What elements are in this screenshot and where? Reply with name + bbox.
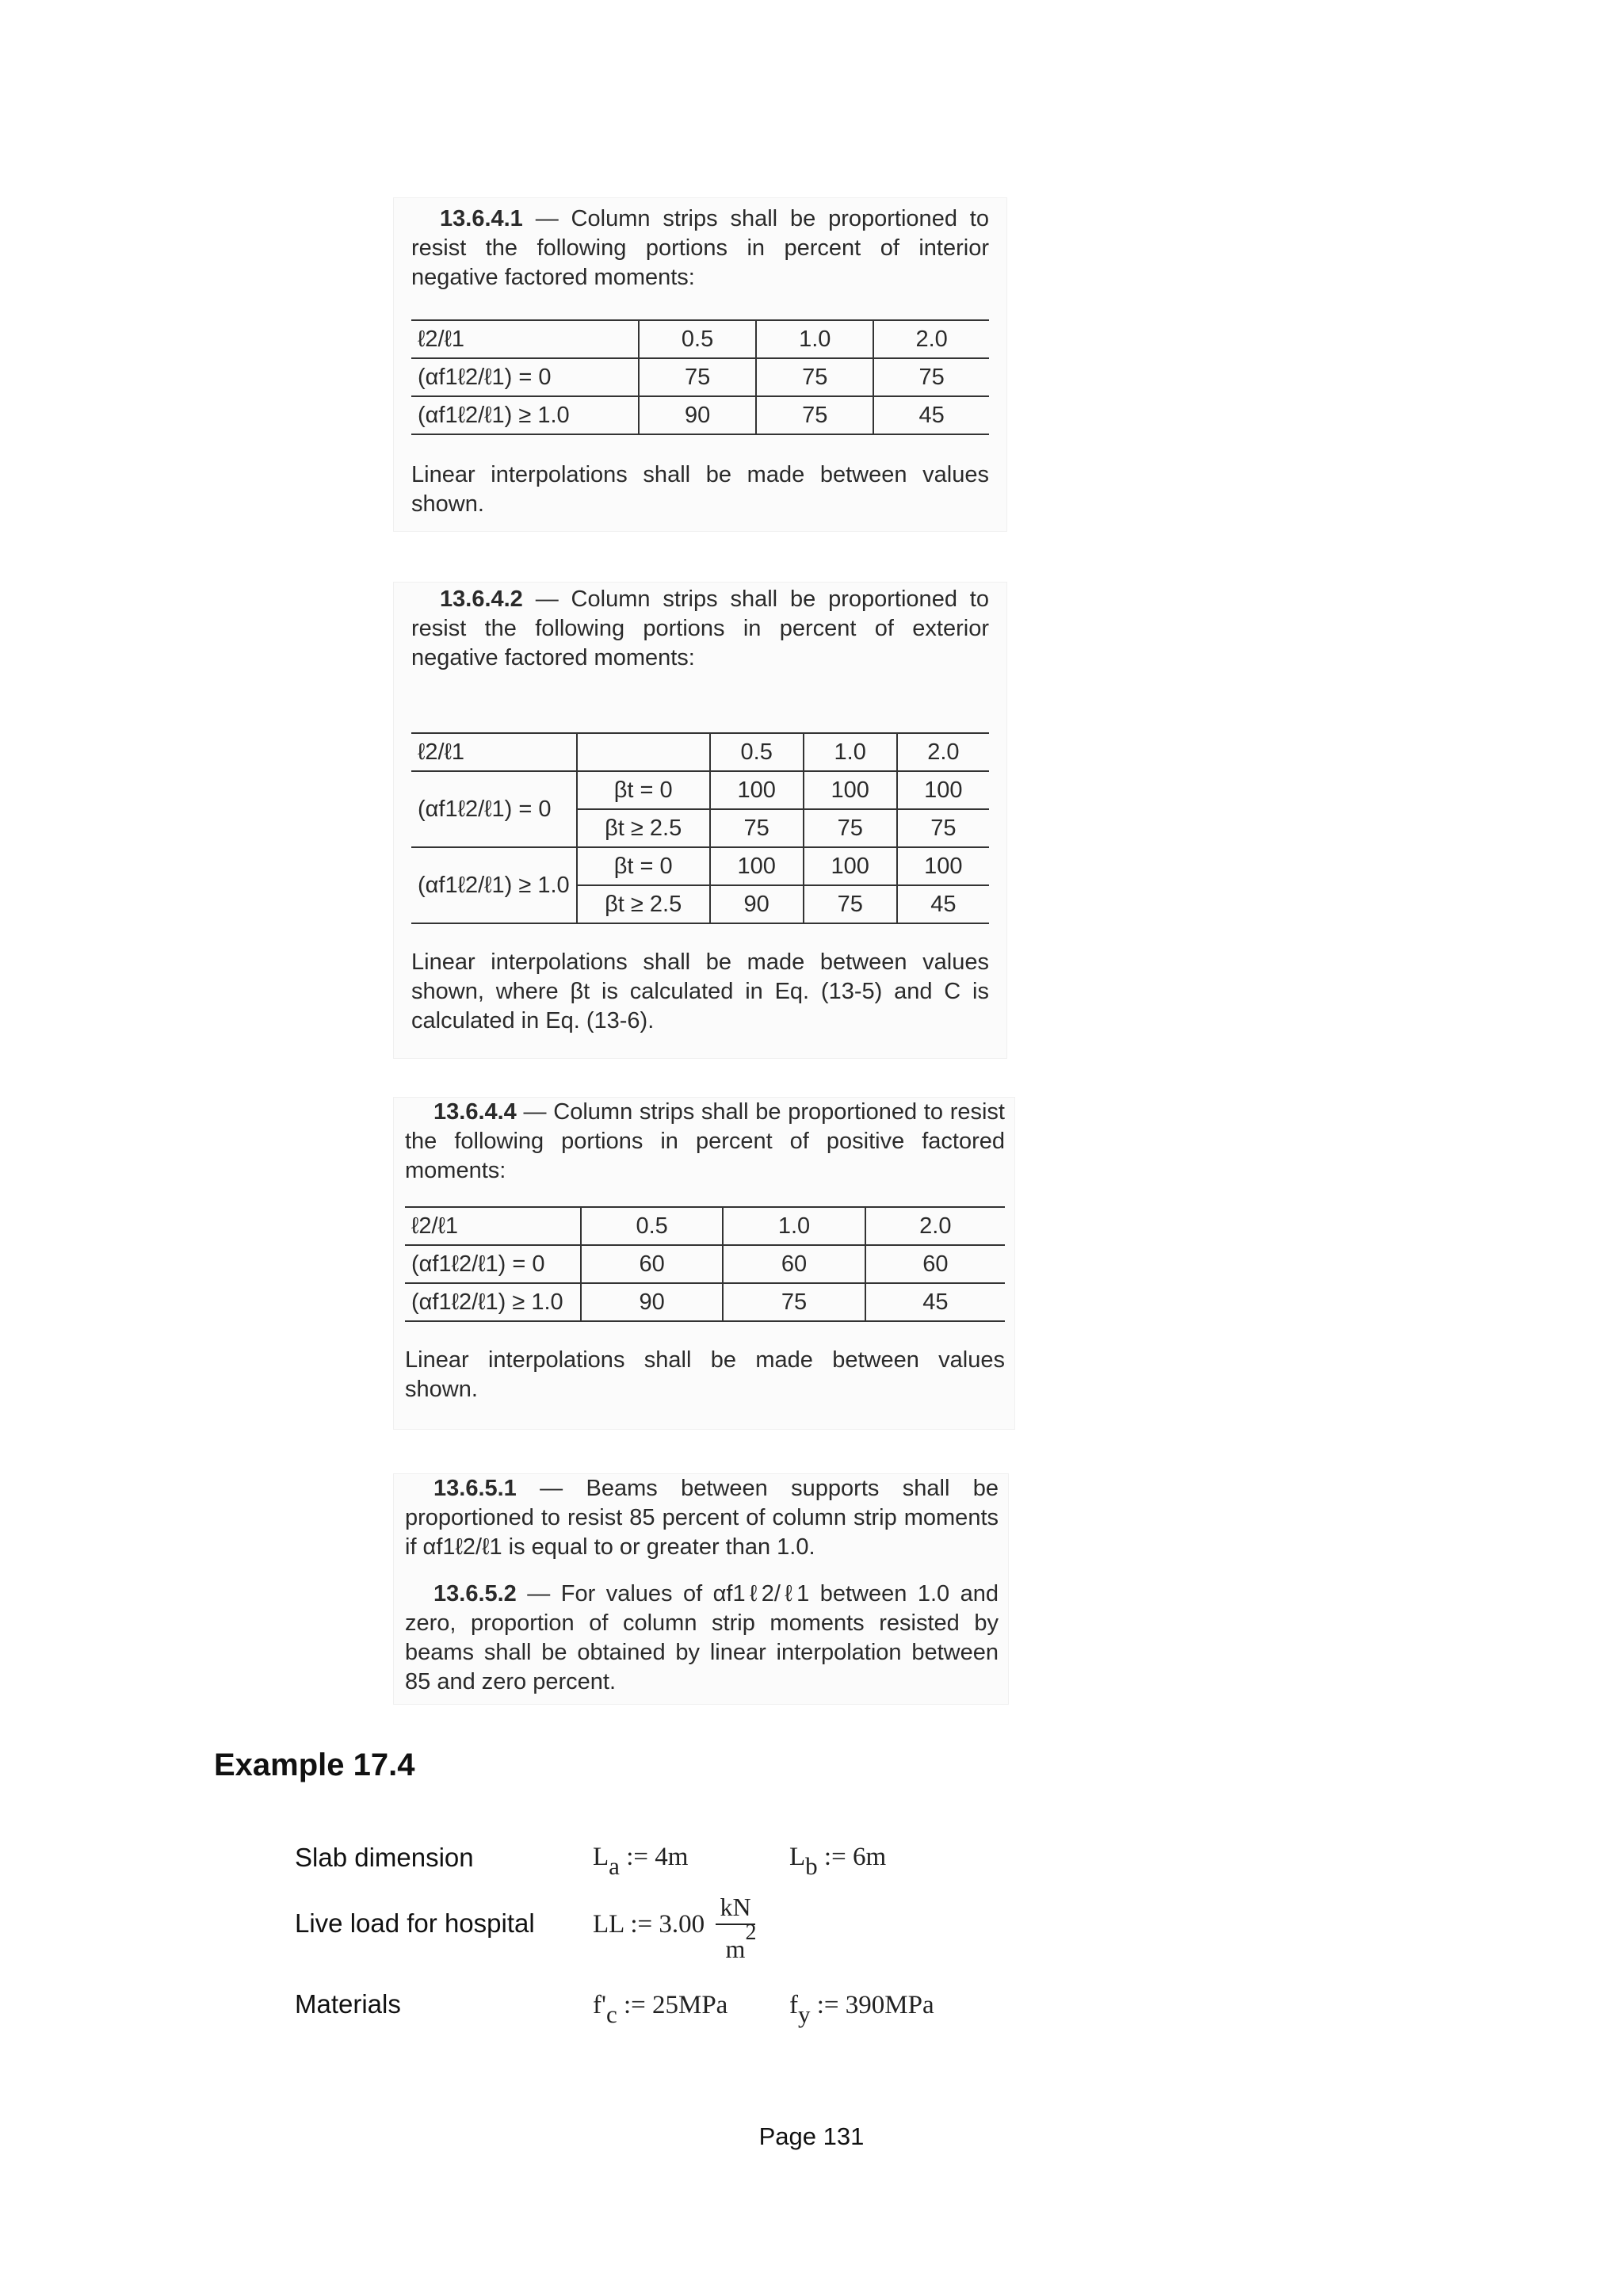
unit-denominator: m 2 [725,1920,757,1963]
row-label: (αf1ℓ2/ℓ1) ≥ 1.0 [405,1283,581,1321]
fc-definition: f'c := 25MPa [593,1991,728,2028]
table-cell: 75 [804,809,897,847]
La-definition: La := 4m [593,1843,689,1880]
table-cell: 100 [804,771,897,809]
header-cell: 1.0 [723,1207,865,1245]
header-cell [577,733,710,771]
table-cell: 90 [639,396,756,434]
beta-label: βt = 0 [577,847,710,885]
header-cell: 1.0 [804,733,897,771]
clause-text: 13.6.4.4 — Column strips shall be proportioned to resist the following portions in percent of positive factored moments: [405,1099,1005,1183]
table-cell: 75 [756,358,873,396]
table-cell: 60 [581,1245,723,1283]
beta-label: βt ≥ 2.5 [577,885,710,923]
table-row [405,1283,1005,1321]
beta-label: βt = 0 [577,771,710,809]
clause-text: 13.6.4.2 — Column strips shall be proportioned to resist the following portions in percent of exterior negative factored moments: [411,586,989,670]
table-row [411,847,989,885]
table-cell: 75 [897,809,989,847]
header-cell: 0.5 [639,320,756,358]
table-cell: 75 [804,885,897,923]
table-row [411,396,989,434]
clause-13-6-5-2: 13.6.5.2 — For values of αf1ℓ2/ℓ1 between 1.0 and zero, proportion of column strip moments resisted by beams shall be obtained by linear interpolation between 85 and zero percent. [405,1581,999,1694]
clause-13-6-5-1: 13.6.5.1 — Beams between supports shall be proportioned to resist 85 percent of column strip moments if αf1ℓ2/ℓ1 is equal to or greater than 1.0. [405,1476,999,1560]
table-cell: 75 [873,358,989,396]
fy-definition: fy := 390MPa [789,1991,934,2028]
table-cell: 60 [865,1245,1005,1283]
table-cell: 45 [865,1283,1005,1321]
header-ratio: ℓ2/ℓ1 [411,733,577,771]
Lb-definition: Lb := 6m [789,1843,887,1880]
table-cell: 60 [723,1245,865,1283]
LL-unit-fraction [716,1893,755,1964]
interpolation-note: Linear interpolations shall be made between values shown. [405,1347,1005,1402]
table-cell: 75 [710,809,804,847]
positive-moment-table [405,1206,1005,1322]
header-ratio: ℓ2/ℓ1 [411,320,639,358]
table-cell: 75 [639,358,756,396]
clause-text: 13.6.4.1 — Column strips shall be proportioned to resist the following portions in percent of interior negative factored moments: [411,206,989,290]
example-title: Example 17.4 [214,1748,415,1782]
table-cell: 100 [897,847,989,885]
header-cell: 0.5 [710,733,804,771]
materials-label: Materials [295,1989,401,2019]
code-excerpt-13-6-4-1 [394,198,1006,531]
interior-negative-moment-table [411,319,989,435]
row-group-label: (αf1ℓ2/ℓ1) = 0 [411,771,577,847]
interpolation-note: Linear interpolations shall be made between values shown, where βt is calculated in Eq. (13-5) and C is calculated in Eq. (13-6). [411,949,989,1033]
page-number: Page 131 [758,2122,865,2150]
beta-label: βt ≥ 2.5 [577,809,710,847]
table-cell: 100 [897,771,989,809]
table-cell: 100 [710,771,804,809]
table-cell: 100 [804,847,897,885]
row-label: (αf1ℓ2/ℓ1) = 0 [405,1245,581,1283]
header-cell: 2.0 [873,320,989,358]
table-row [411,771,989,809]
header-cell: 0.5 [581,1207,723,1245]
header-cell: 2.0 [897,733,989,771]
table-cell: 75 [723,1283,865,1321]
table-cell: 45 [873,396,989,434]
header-cell: 2.0 [865,1207,1005,1245]
table-cell: 100 [710,847,804,885]
code-excerpt-13-6-5 [394,1474,1008,1704]
interpolation-note: Linear interpolations shall be made between values shown. [411,462,989,517]
table-cell: 45 [897,885,989,923]
table-cell: 90 [581,1283,723,1321]
code-excerpt-13-6-4-4 [394,1098,1014,1429]
unit-numerator: kN [716,1893,755,1925]
header-cell: 1.0 [756,320,873,358]
row-label: (αf1ℓ2/ℓ1) ≥ 1.0 [411,396,639,434]
row-group-label: (αf1ℓ2/ℓ1) ≥ 1.0 [411,847,577,923]
table-cell: 90 [710,885,804,923]
table-cell: 75 [756,396,873,434]
exterior-negative-moment-table [411,732,989,924]
code-excerpt-13-6-4-2 [394,583,1006,1058]
live-load-label: Live load for hospital [295,1908,535,1938]
LL-definition: LL := 3.00 [593,1910,705,1939]
unit-exponent: 2 [745,1920,757,1945]
slab-dimension-label: Slab dimension [295,1843,474,1872]
table-row [405,1245,1005,1283]
header-ratio: ℓ2/ℓ1 [405,1207,581,1245]
row-label: (αf1ℓ2/ℓ1) = 0 [411,358,639,396]
table-row [411,358,989,396]
